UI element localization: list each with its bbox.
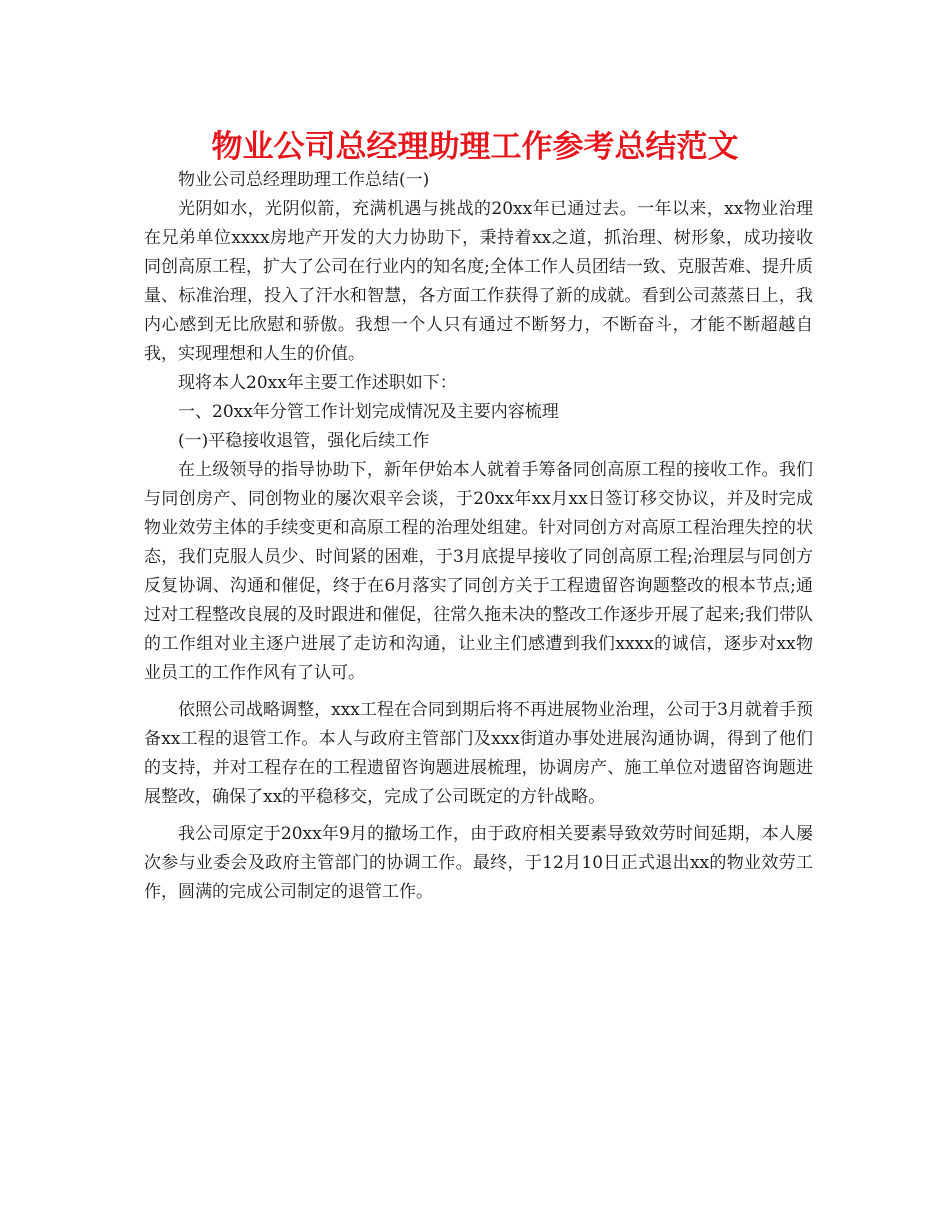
section-heading: 物业公司总经理助理工作总结(一): [178, 170, 430, 190]
body-paragraph: 现将本人20xx年主要工作述职如下：: [178, 373, 457, 393]
body-paragraph: 在上级领导的指导协助下，新年伊始本人就着手筹备同创高原工程的接收工作。我们与同创房产、同创物业的屡次艰辛会谈，于20xx年xx月xx日签订移交协议，并及时完成物业效劳主体的手续变更和高原工程的治理处组建。针对同创方对高原工程治理失控的状态，我们克服人员少、时间紧的困难，于3月底提早接收了同创高原工程;治理层与同创方反复协调、沟通和催促，终于在6月落实了同创方关于工程遗留咨询题整改的根本节点;通过对工程整改良展的及时跟进和催促，往常久拖未决的整改工作逐步开展了起来;我们带队的工作组对业主逐户进展了走访和沟通，让业主们感遭到我们xxxx的诚信，逐步对xx物业员工的工作作风有了认可。: [144, 460, 813, 683]
body-paragraph: 我公司原定于20xx年9月的撤场工作，由于政府相关要素导致效劳时间延期，本人屡次参与业委会及政府主管部门的协调工作。最终，于12月10日正式退出xx的物业效劳工作，圆满的完成公司制定的退管工作。: [144, 824, 813, 902]
body-paragraph: 依照公司战略调整，xxx工程在合同到期后将不再进展物业治理，公司于3月就着手预备xx工程的退管工作。本人与政府主管部门及xxx街道办事处进展沟通协调，得到了他们的支持，并对工程存在的工程遗留咨询题进展梳理，协调房产、施工单位对遗留咨询题进展整改，确保了xx的平稳移交，完成了公司既定的方针战略。: [144, 700, 813, 807]
body-paragraph: 光阴如水，光阴似箭，充满机遇与挑战的20xx年已通过去。一年以来，xx物业治理在兄弟单位xxxx房地产开发的大力协助下，秉持着xx之道，抓治理、树形象，成功接收同创高原工程，扩大了公司在行业内的知名度;全体工作人员团结一致、克服苦难、提升质量、标准治理，投入了汗水和智慧，各方面工作获得了新的成就。看到公司蒸蒸日上，我内心感到无比欣慰和骄傲。我想一个人只有通过不断努力，不断奋斗，才能不断超越自我，实现理想和人生的价值。: [144, 199, 813, 364]
document-body: [144, 166, 813, 907]
section-heading: 一、20xx年分管工作计划完成情况及主要内容梳理: [178, 402, 559, 422]
section-heading: (一)平稳接收退管，强化后续工作: [178, 431, 430, 451]
document-title: 物业公司总经理助理工作参考总结范文: [211, 129, 739, 165]
